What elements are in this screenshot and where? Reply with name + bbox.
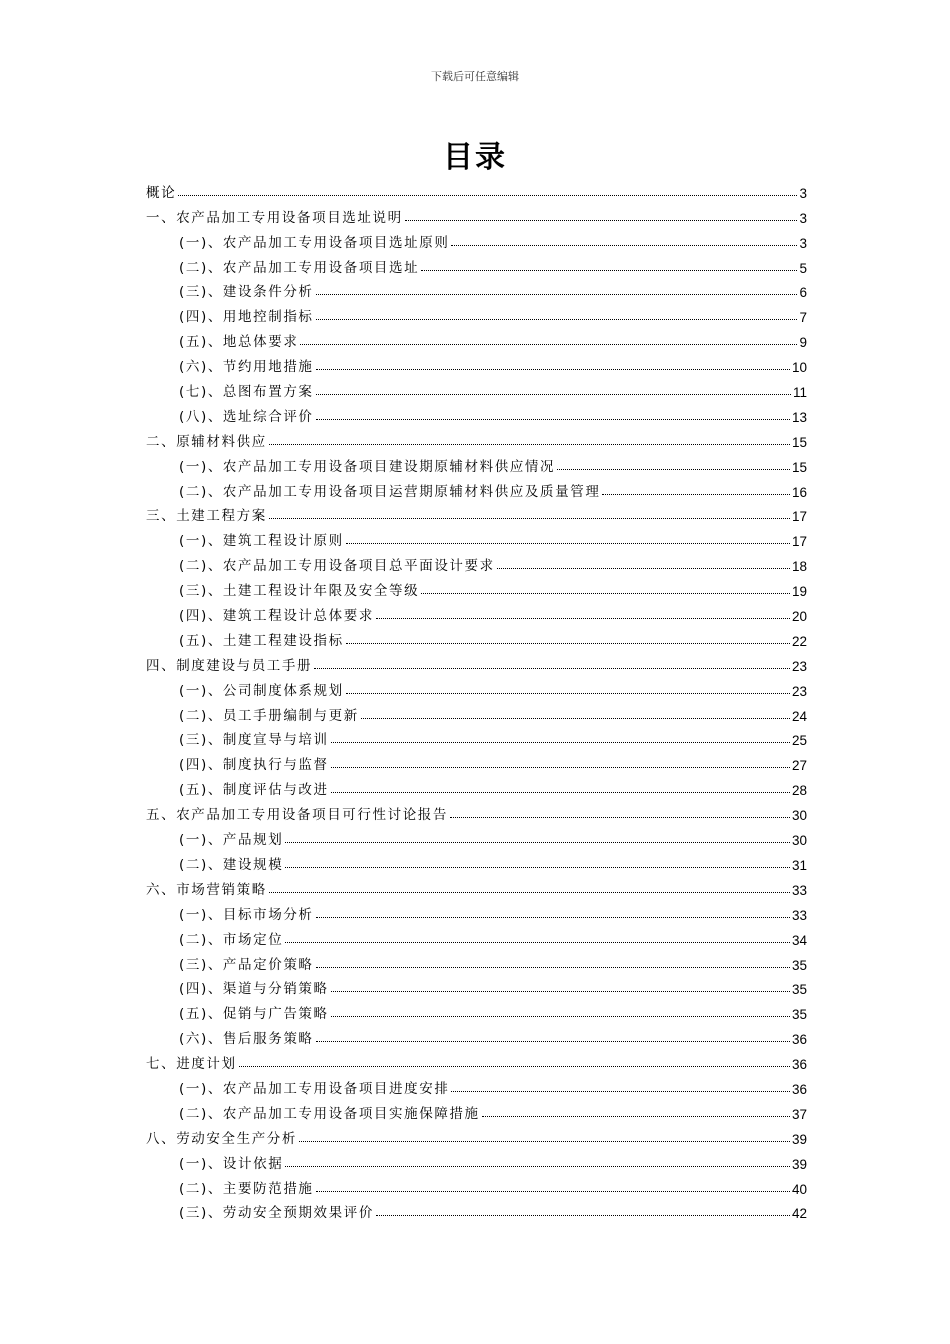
toc-entry[interactable] xyxy=(146,500,807,525)
toc-entry-page: 10 xyxy=(791,360,807,376)
toc-entry-page: 35 xyxy=(791,1007,807,1023)
toc-entry-label: (四)、用地控制指标 xyxy=(179,309,314,326)
toc-entry[interactable] xyxy=(146,1097,807,1122)
toc-dot-leader xyxy=(316,419,790,420)
toc-entry[interactable] xyxy=(146,873,807,898)
toc-dot-leader xyxy=(497,568,790,569)
toc-entry[interactable] xyxy=(146,350,807,375)
toc-dot-leader xyxy=(331,742,790,743)
toc-entry-label: (一)、目标市场分析 xyxy=(179,906,314,923)
toc-entry-page: 9 xyxy=(799,335,807,351)
toc-dot-leader xyxy=(482,1116,790,1117)
toc-entry-label: (一)、农产品加工专用设备项目建设期原辅材料供应情况 xyxy=(179,458,556,475)
toc-dot-leader xyxy=(178,195,797,196)
toc-entry-page: 3 xyxy=(799,185,807,201)
toc-dot-leader xyxy=(239,1066,790,1067)
toc-entry-label: 一、农产品加工专用设备项目选址说明 xyxy=(146,209,403,226)
toc-entry-page: 7 xyxy=(799,310,807,326)
toc-entry[interactable] xyxy=(146,425,807,450)
toc-entry[interactable] xyxy=(146,624,807,649)
toc-entry-label: (三)、制度宣导与培训 xyxy=(179,732,329,749)
toc-dot-leader xyxy=(316,394,791,395)
toc-entry-page: 30 xyxy=(791,833,807,849)
toc-entry-label: (二)、建设规模 xyxy=(179,856,284,873)
toc-entry-page: 28 xyxy=(791,783,807,799)
toc-dot-leader xyxy=(361,718,790,719)
toc-dot-leader xyxy=(331,767,790,768)
toc-entry[interactable] xyxy=(146,1047,807,1072)
toc-entry[interactable] xyxy=(146,699,807,724)
toc-entry-page: 36 xyxy=(791,1081,807,1097)
toc-entry-page: 25 xyxy=(791,733,807,749)
toc-entry-page: 27 xyxy=(791,758,807,774)
toc-entry[interactable] xyxy=(146,1147,807,1172)
toc-entry-label: (一)、农产品加工专用设备项目进度安排 xyxy=(179,1080,450,1097)
toc-entry-label: 四、制度建设与员工手册 xyxy=(146,657,313,674)
toc-dot-leader xyxy=(316,1041,790,1042)
toc-entry-page: 6 xyxy=(799,285,807,301)
toc-entry-label: (三)、建设条件分析 xyxy=(179,284,314,301)
toc-entry-label: (三)、土建工程设计年限及安全等级 xyxy=(179,583,420,600)
toc-entry-label: 六、市场营销策略 xyxy=(146,881,267,898)
toc-entry-label: (一)、产品规划 xyxy=(179,832,284,849)
toc-entry[interactable] xyxy=(146,226,807,251)
toc-entry-page: 30 xyxy=(791,808,807,824)
toc-entry-label: 二、原辅材料供应 xyxy=(146,433,267,450)
toc-entry-page: 20 xyxy=(791,609,807,625)
toc-entry[interactable] xyxy=(146,973,807,998)
toc-dot-leader xyxy=(421,270,797,271)
toc-dot-leader xyxy=(450,817,790,818)
toc-entry-page: 35 xyxy=(791,982,807,998)
toc-entry-label: (六)、售后服务策略 xyxy=(179,1031,314,1048)
toc-entry-page: 18 xyxy=(791,559,807,575)
toc-entry[interactable] xyxy=(146,674,807,699)
toc-dot-leader xyxy=(331,991,790,992)
toc-dot-leader xyxy=(331,792,790,793)
toc-entry[interactable] xyxy=(146,574,807,599)
toc-entry-page: 37 xyxy=(791,1106,807,1122)
toc-dot-leader xyxy=(602,494,790,495)
toc-entry-label: (五)、土建工程建设指标 xyxy=(179,632,344,649)
toc-entry-page: 39 xyxy=(791,1156,807,1172)
toc-entry-label: (七)、总图布置方案 xyxy=(179,384,314,401)
toc-dot-leader xyxy=(346,693,790,694)
toc-entry-page: 35 xyxy=(791,957,807,973)
toc-entry-page: 15 xyxy=(791,459,807,475)
toc-entry-page: 31 xyxy=(791,857,807,873)
toc-entry[interactable] xyxy=(146,997,807,1022)
toc-entry-label: (四)、制度执行与监督 xyxy=(179,757,329,774)
toc-entry[interactable] xyxy=(146,773,807,798)
toc-entry-page: 33 xyxy=(791,907,807,923)
toc-entry-page: 36 xyxy=(791,1032,807,1048)
toc-entry-label: (二)、农产品加工专用设备项目总平面设计要求 xyxy=(179,558,495,575)
toc-entry[interactable] xyxy=(146,1072,807,1097)
toc-entry-page: 3 xyxy=(799,210,807,226)
toc-entry-label: (一)、建筑工程设计原则 xyxy=(179,533,344,550)
toc-entry-label: (三)、劳动安全预期效果评价 xyxy=(179,1205,374,1222)
toc-dot-leader xyxy=(285,842,790,843)
toc-entry-label: 五、农产品加工专用设备项目可行性讨论报告 xyxy=(146,807,448,824)
toc-dot-leader xyxy=(269,444,790,445)
toc-entry[interactable] xyxy=(146,1172,807,1197)
toc-entry[interactable] xyxy=(146,176,807,201)
toc-entry-page: 22 xyxy=(791,633,807,649)
toc-dot-leader xyxy=(314,668,790,669)
toc-entry-label: (四)、建筑工程设计总体要求 xyxy=(179,608,374,625)
toc-dot-leader xyxy=(376,618,790,619)
toc-dot-leader xyxy=(316,319,798,320)
toc-entry-label: (二)、主要防范措施 xyxy=(179,1180,314,1197)
toc-entry-page: 19 xyxy=(791,584,807,600)
toc-entry[interactable] xyxy=(146,201,807,226)
toc-dot-leader xyxy=(316,967,790,968)
toc-entry-page: 24 xyxy=(791,708,807,724)
toc-entry[interactable] xyxy=(146,251,807,276)
toc-entry-page: 17 xyxy=(791,509,807,525)
toc-entry[interactable] xyxy=(146,823,807,848)
page-header-note: 下载后可任意编辑 xyxy=(431,70,519,83)
toc-entry-label: 七、进度计划 xyxy=(146,1056,237,1073)
toc-entry-label: 八、劳动安全生产分析 xyxy=(146,1130,297,1147)
toc-entry[interactable] xyxy=(146,549,807,574)
toc-entry-page: 39 xyxy=(791,1131,807,1147)
toc-entry[interactable] xyxy=(146,798,807,823)
toc-entry-page: 36 xyxy=(791,1057,807,1073)
toc-entry[interactable] xyxy=(146,276,807,301)
toc-entry-label: (一)、设计依据 xyxy=(179,1155,284,1172)
toc-entry[interactable] xyxy=(146,1122,807,1147)
toc-entry-page: 5 xyxy=(799,260,807,276)
toc-entry[interactable] xyxy=(146,748,807,773)
toc-entry-page: 13 xyxy=(791,409,807,425)
toc-entry[interactable] xyxy=(146,375,807,400)
toc-entry[interactable] xyxy=(146,898,807,923)
toc-dot-leader xyxy=(299,1141,790,1142)
toc-dot-leader xyxy=(405,220,798,221)
toc-entry[interactable] xyxy=(146,1197,807,1222)
toc-entry-label: 三、土建工程方案 xyxy=(146,508,267,525)
toc-dot-leader xyxy=(421,593,790,594)
toc-entry-page: 3 xyxy=(799,235,807,251)
toc-entry[interactable] xyxy=(146,475,807,500)
toc-dot-leader xyxy=(376,1215,790,1216)
toc-entry-label: (一)、公司制度体系规划 xyxy=(179,682,344,699)
toc-entry-label: (三)、产品定价策略 xyxy=(179,956,314,973)
toc-entry-label: 概论 xyxy=(146,184,177,201)
table-of-contents xyxy=(146,176,807,1221)
page-title: 目录 xyxy=(443,140,507,175)
toc-entry-label: (二)、农产品加工专用设备项目运营期原辅材料供应及质量管理 xyxy=(179,483,601,500)
toc-entry[interactable] xyxy=(146,400,807,425)
toc-entry-page: 23 xyxy=(791,683,807,699)
toc-entry[interactable] xyxy=(146,1022,807,1047)
toc-entry[interactable] xyxy=(146,948,807,973)
toc-dot-leader xyxy=(316,369,790,370)
toc-dot-leader xyxy=(285,867,790,868)
toc-entry[interactable] xyxy=(146,300,807,325)
toc-entry[interactable] xyxy=(146,325,807,350)
toc-dot-leader xyxy=(451,245,797,246)
toc-dot-leader xyxy=(316,1191,790,1192)
toc-dot-leader xyxy=(316,294,798,295)
toc-entry-label: (六)、节约用地措施 xyxy=(179,359,314,376)
toc-entry-label: (一)、农产品加工专用设备项目选址原则 xyxy=(179,234,450,251)
toc-entry-label: (四)、渠道与分销策略 xyxy=(179,981,329,998)
toc-entry[interactable] xyxy=(146,450,807,475)
toc-entry-label: (八)、选址综合评价 xyxy=(179,408,314,425)
toc-entry-page: 40 xyxy=(791,1181,807,1197)
toc-entry[interactable] xyxy=(146,724,807,749)
toc-entry-page: 11 xyxy=(792,385,807,401)
toc-entry-page: 34 xyxy=(791,932,807,948)
toc-entry-page: 15 xyxy=(791,434,807,450)
toc-entry-label: (五)、地总体要求 xyxy=(179,334,299,351)
toc-dot-leader xyxy=(285,942,790,943)
toc-entry[interactable] xyxy=(146,923,807,948)
toc-entry-page: 16 xyxy=(791,484,807,500)
toc-entry-label: (二)、农产品加工专用设备项目实施保障措施 xyxy=(179,1105,480,1122)
toc-dot-leader xyxy=(451,1091,790,1092)
toc-dot-leader xyxy=(316,917,790,918)
toc-dot-leader xyxy=(346,643,790,644)
toc-entry[interactable] xyxy=(146,649,807,674)
toc-dot-leader xyxy=(346,543,790,544)
toc-entry[interactable] xyxy=(146,848,807,873)
toc-entry-page: 33 xyxy=(791,882,807,898)
toc-entry-page: 23 xyxy=(791,658,807,674)
toc-entry-label: (二)、市场定位 xyxy=(179,931,284,948)
toc-entry-page: 17 xyxy=(791,534,807,550)
toc-entry-label: (五)、制度评估与改进 xyxy=(179,782,329,799)
toc-entry-label: (五)、促销与广告策略 xyxy=(179,1006,329,1023)
toc-dot-leader xyxy=(331,1016,790,1017)
toc-entry-page: 42 xyxy=(791,1206,807,1222)
toc-dot-leader xyxy=(269,518,790,519)
toc-entry[interactable] xyxy=(146,599,807,624)
toc-dot-leader xyxy=(285,1166,790,1167)
toc-entry[interactable] xyxy=(146,524,807,549)
toc-dot-leader xyxy=(300,344,797,345)
toc-entry-label: (二)、员工手册编制与更新 xyxy=(179,707,359,724)
toc-entry-label: (二)、农产品加工专用设备项目选址 xyxy=(179,259,420,276)
toc-dot-leader xyxy=(557,469,790,470)
toc-dot-leader xyxy=(269,892,790,893)
